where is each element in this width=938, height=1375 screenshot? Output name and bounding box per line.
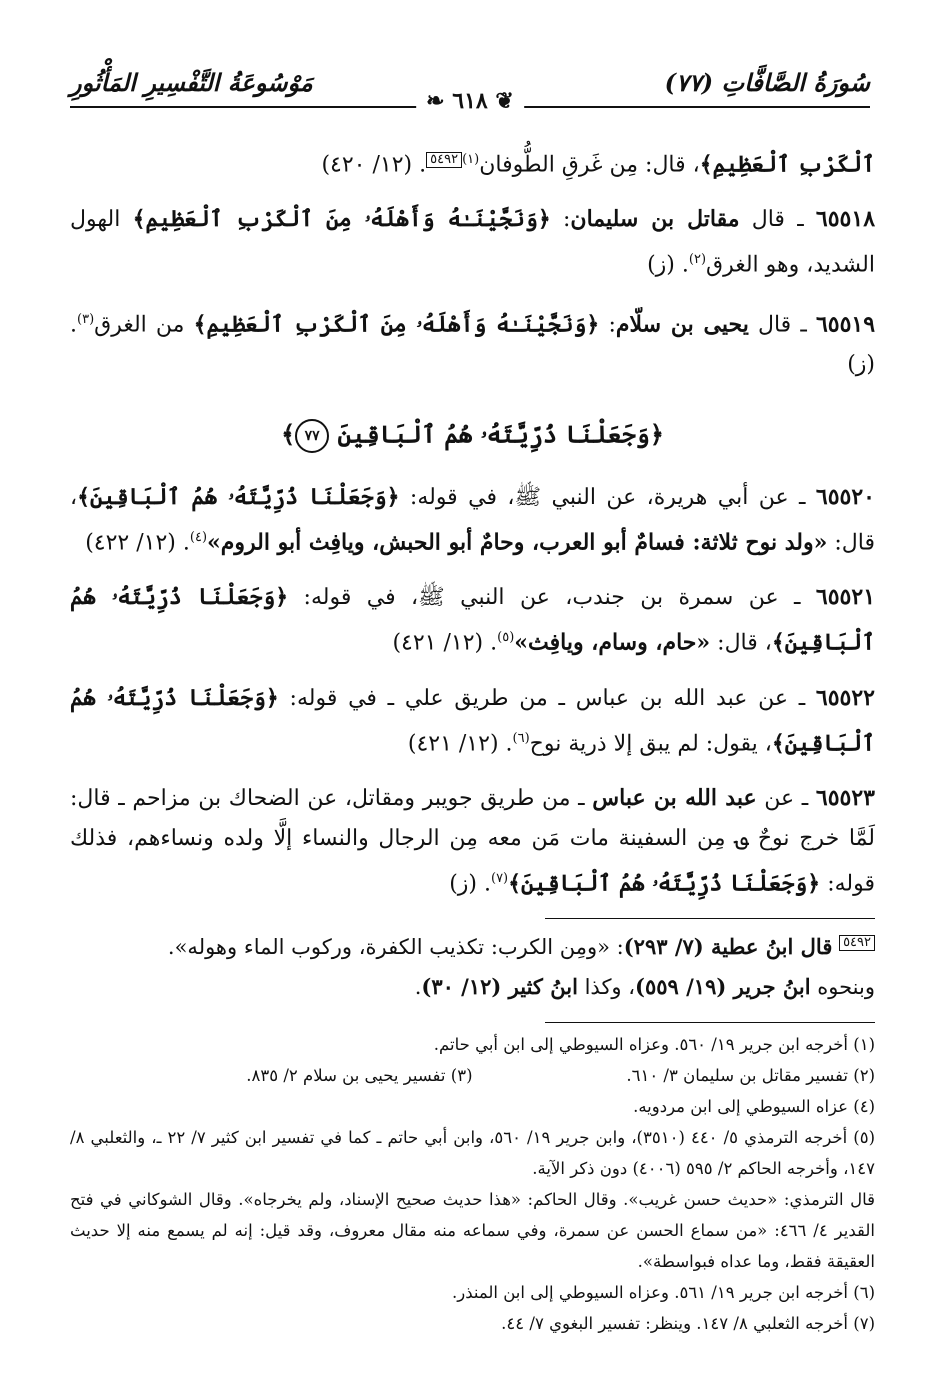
- note-text: : «ومِن الكرب: تكذيب الكفرة، وركوب الماء وهوله».: [167, 935, 624, 960]
- quran-quote: ﴿وَنَجَّيْنَـٰهُ وَأَهْلَهُۥ مِنَ ٱلْكَرْبِ ٱلْعَظِيمِ﴾: [132, 206, 551, 233]
- page-number: ❦ ٦١٨ ❧: [416, 88, 524, 114]
- verse-number: ٧٧: [295, 419, 329, 453]
- paragraph-text: ـ عن سمرة بن جندب، عن النبي ﷺ، في قوله:: [288, 585, 816, 611]
- note-box-marker: ٥٤٩٢: [839, 935, 875, 951]
- note-text: وبنحوه: [810, 975, 875, 1000]
- paragraph-text: من الغرق: [94, 311, 194, 337]
- paragraph-text: ، قال:: [710, 630, 772, 656]
- footnote-marker: (٢): [688, 252, 707, 268]
- surah-title: سُورَةُ الصَّافَّاتِ (٧٧): [664, 68, 870, 97]
- narrator-name: مقاتل بن سليمان: [570, 206, 740, 233]
- narration-number: ٦٥٥٢٠: [815, 483, 875, 510]
- paragraph-text: ـ عن أبي هريرة، عن النبي ﷺ، في قوله:: [399, 484, 816, 510]
- paragraph-text: ، يقول: لم يبق إلا ذرية نوح: [529, 730, 772, 756]
- note-reference: (١٢/ ٣٠): [421, 974, 509, 1000]
- quran-quote: ﴿وَنَجَّيْنَـٰهُ وَأَهْلَهُۥ مِنَ ٱلْكَرْبِ ٱلْعَظِيمِ﴾: [193, 310, 600, 337]
- quran-quote: ﴿وَجَعَلْنَا ذُرِّيَّتَهُۥ هُمُ ٱلْبَاقِينَ﴾: [70, 684, 875, 756]
- paragraph-text: ـ قال: [739, 207, 816, 233]
- quran-quote: ٱلْكَرْبِ ٱلْعَظِيمِ﴾: [699, 151, 875, 178]
- paragraph-65519: [70, 300, 875, 385]
- paragraph-continuation: [70, 140, 875, 185]
- note-box-marker: ٥٤٩٢: [426, 152, 462, 168]
- paragraph-65522: [70, 678, 875, 764]
- footnote-marker: (٣): [77, 311, 95, 327]
- page-number-value: ٦١٨: [452, 88, 488, 114]
- paragraph-text: ، قال:: [70, 484, 875, 556]
- note-name: ابنُ كثير: [508, 974, 578, 1000]
- paragraph-text: ـ قال: [748, 311, 816, 337]
- footnotes: [70, 1022, 875, 1339]
- hadith-text: «حام، وسام، ويافِث»: [514, 629, 711, 656]
- footnote-marker: (١): [462, 152, 480, 167]
- footnote-marker: (٤): [189, 529, 208, 545]
- book-title: مَوْسُوعَةُ التَّفْسِيرِ المَأْثُورِ: [70, 68, 313, 97]
- narration-number: ٦٥٥٢١: [815, 584, 876, 611]
- footnote-marker: (٥): [497, 630, 515, 646]
- paragraph-65521: [70, 577, 875, 663]
- narration-number: ٦٥٥٢٣: [815, 784, 875, 811]
- note-rule: [545, 918, 875, 919]
- volume-reference: . (١٢/ ٤٢١): [392, 630, 498, 656]
- volume-reference: . (١٢/ ٤٢٠): [321, 152, 427, 178]
- note-name: قال ابنُ عطية: [711, 934, 833, 960]
- paragraph-65523: [70, 778, 875, 904]
- footnote-3: (٣) تفسير يحيى بن سلام ٢/ ٨٣٥.: [246, 1066, 473, 1085]
- paragraph-text: ـ عن: [756, 785, 816, 811]
- footnote-2: (٢) تفسير مقاتل بن سليمان ٣/ ٦١٠.: [626, 1066, 875, 1085]
- quran-quote: ﴿وَجَعَلْنَا ذُرِّيَّتَهُۥ هُمُ ٱلْبَاقِينَ﴾: [77, 483, 400, 510]
- paragraph-text: الهول الشديد، وهو الغرق: [70, 207, 875, 278]
- footnote-6: (٦) أخرجه ابن جرير ١٩/ ٥٦١. وعزاه السيوطي إلى ابن المنذر.: [452, 1283, 875, 1302]
- quran-quote: ﴿وَجَعَلْنَا ذُرِّيَّتَهُۥ هُمُ ٱلْبَاقِينَ﴾: [70, 584, 875, 656]
- narration-number: ٦٥٥١٨: [815, 206, 876, 233]
- hadith-text: «ولد نوح ثلاثة: فسامٌ أبو العرب، وحامٌ أبو الحبش، ويافِث أبو الروم»: [207, 529, 828, 556]
- note-reference: (١٩/ ٥٥٩): [635, 974, 734, 1000]
- main-text: [70, 140, 875, 1007]
- paragraph-end: . (ز): [647, 252, 689, 278]
- paragraph-end: . (ز): [70, 311, 875, 377]
- narration-number: ٦٥٥٢٢: [815, 684, 875, 711]
- volume-reference: . (١٢/ ٤٢١): [407, 730, 513, 756]
- paragraph-65520: [70, 477, 875, 563]
- footnote-row: [70, 1060, 875, 1091]
- footnote-1: (١) أخرجه ابن جرير ١٩/ ٥٦٠. وعزاه السيوطي إلى ابن أبي حاتم.: [433, 1035, 875, 1054]
- note-text: .: [414, 975, 422, 1000]
- footnote-5-continued: قال الترمذي: «حديث حسن غريب». وقال الحاكم: «هذا حديث صحيح الإسناد، ولم يخرجاه». وقال الشوكاني في فتح القدير ٤/ ٤٦٦: «من سماع الحسن عن سمرة، وفي سماعه منه مقال معروف، وقد قيل: إنه لم يسمع منه إلا حديث العقيقة فقط، وما عداه فبواسطة».: [70, 1190, 876, 1271]
- paragraph-text: :: [599, 311, 616, 337]
- note-text: ، وكذا: [577, 975, 636, 1000]
- quran-quote: ﴿وَجَعَلْنَا ذُرِّيَّتَهُۥ هُمُ ٱلْبَاقِينَ﴾: [508, 870, 821, 897]
- footnote-7: (٧) أخرجه الثعلبي ٨/ ١٤٧. وينظر: تفسير البغوي ٧/ ٤٤.: [501, 1314, 875, 1333]
- paragraph-text: ، قال: مِن غَرقِ الطُّوفان: [479, 152, 700, 178]
- narrator-name: عبد الله بن عباس: [592, 784, 757, 811]
- paragraph-text: ـ من طريق جويبر ومقاتل، عن الضحاك بن مزاحم ـ قال: لَمَّا خرج نوحٌ ؈ مِن السفينة مات مَن معه مِن الرجال والنساء إلَّا ولده ونساءهم، فذلك قوله:: [70, 785, 875, 897]
- note-line-1: [70, 927, 875, 967]
- paragraph-text: ـ عن عبد الله بن عباس ـ من طريق علي ـ في قوله:: [278, 685, 816, 711]
- verse-heading: [70, 419, 875, 453]
- note-line-2: [70, 967, 875, 1007]
- narration-number: ٦٥٥١٩: [815, 310, 876, 337]
- narrator-name: يحيى بن سلّام: [615, 310, 749, 337]
- verse-text: ﴿وَجَعَلْنَا ذُرِّيَّتَهُۥ هُمُ ٱلْبَاقِينَ: [337, 419, 664, 449]
- commentary-note: [70, 927, 875, 1007]
- paragraph-end: . (ز): [449, 871, 491, 897]
- note-name: ابنُ جرير: [733, 974, 811, 1000]
- footnote-5: (٥) أخرجه الترمذي ٥/ ٤٤٠ (٣٥١٠)، وابن جرير ١٩/ ٥٦٠، وابن أبي حاتم ـ كما في تفسير ابن كثير ٧/ ٢٢ ـ، والثعلبي ٨/ ١٤٧، وأخرجه الحاكم ٢/ ٥٩٥ (٤٠٠٦) دون ذكر الآية.: [70, 1128, 876, 1178]
- paragraph-65518: [70, 199, 875, 285]
- footnote-rule: [545, 1022, 875, 1023]
- verse-close: ﴾: [281, 419, 296, 449]
- page-header: [70, 64, 870, 114]
- footnote-marker: (٧): [490, 870, 509, 886]
- volume-reference: . (١٢/ ٤٢٢): [85, 530, 190, 556]
- note-reference: (٧/ ٢٩٣): [623, 934, 712, 960]
- paragraph-text: :: [550, 207, 571, 233]
- footnote-marker: (٦): [512, 730, 530, 746]
- footnote-4: (٤) عزاه السيوطي إلى ابن مردويه.: [633, 1097, 875, 1116]
